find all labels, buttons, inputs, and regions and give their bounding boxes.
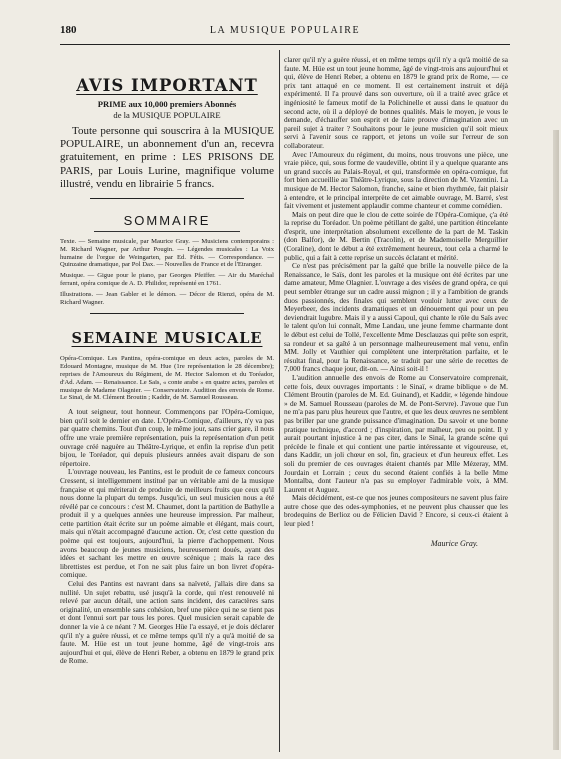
paragraph: Avec l'Amoureux du régiment, du moins, nous trouvons une pièce, une vraie pièce, qui, sous forme de vaudeville, obtint il y a quelque quarante ans un grand succès au Palais-Royal, et qui, transformée en opéra-comique, fut fort bien accueillie au Théâtre-Lyrique, sous la direction de M. Vizentini. La musique de M. Hector Salomon, franche, saine et bien rhythmée, fait plaisir à entendre, et le principal interprète de cet aimable ouvrage, M. Barré, s'est fait vivement et justement applaudir comme chanteur et comme comédien. bbox=[284, 149, 508, 211]
column-divider bbox=[279, 50, 280, 752]
header-rule bbox=[60, 44, 510, 45]
avis-title: AVIS IMPORTANT bbox=[76, 76, 258, 95]
page-edge bbox=[553, 130, 559, 750]
prime-line-2: de la MUSIQUE POPULAIRE bbox=[113, 110, 221, 120]
section-divider-2 bbox=[90, 313, 244, 314]
sommaire-texte: Texte. — Semaine musicale, par Maurice Gray. — Musiciens contemporains : M. Richard Wagner, par Arthur Pougin. — Légendes musicales : La Voix humaine de l'orgue de Weingarten, par Ed. Fétis. — Correspondance. — Quinzaine dramatique, par Pol Dax. — Nouvelles de France et de l'Etranger. bbox=[60, 238, 274, 269]
running-title: LA MUSIQUE POPULAIRE bbox=[209, 25, 361, 36]
prime-line: PRIME aux 10,000 premiers Abonnés bbox=[97, 99, 237, 109]
semaine-title: SEMAINE MUSICALE bbox=[71, 330, 263, 348]
left-column bbox=[60, 56, 274, 666]
left-body bbox=[60, 408, 274, 666]
signature: Maurice Gray. bbox=[430, 538, 478, 548]
semaine-intro: Opéra-Comique. Les Pantins, opéra-comique en deux actes, paroles de M. Edouard Montagne, musique de M. Hue (1re représentation le 28 décembre); reprises de l'Amoureux du Régiment, de M. Hector Salomon et du Toréador, d'Ad. Adam. — Renaissance. Le Saïs, « conte arabe » en quatre actes, paroles et musique de Madame Olagnier. — Conservatoire. Audition des envois de Rome. Le Sinaï, de M. Clément Broutin ; Kaddir, de M. Samuel Rousseau. bbox=[60, 355, 274, 402]
paragraph: clarer qu'il n'y a guère réussi, et en même temps qu'il n'y a qu'à moitié de sa faute. M. Hüe est un tout jeune homme, âgé de vingt-trois ans aujourd'hui et qui, élève de Henri Reber, a obtenu en 1879 le grand prix de Rome, — ce prix tant attaqué en ce moment. Il est certainement instruit et déjà expérimenté. Il l'a prouvé dans son ouverture, où il a traité avec grâce et ingéniosité le fameux motif de la Polichinelle et aussi dans le quatuor du second acte, où il a déployé de bonnes qualités. Mais le moyen, je vous le demande, d'échauffer son esprit et de faire prouve d'imagination avec un pareil sujet à traiter ? Souhaitons pour le jeune musicien qu'il soit mieux servi à l'avenir sous ce rapport, et jetons un voile sur l'erreur de son collaborateur. bbox=[284, 55, 508, 150]
sommaire-musique: Musique. — Gigue pour le piano, par Georges Pfeiffer. — Air du Maréchal ferrant, opéra comique de A. D. Philidor, représenté en 1761. bbox=[60, 272, 274, 287]
sommaire-rule bbox=[94, 231, 240, 232]
page-header bbox=[60, 24, 510, 40]
paragraph: L'audition annuelle des envois de Rome au Conservatoire comprenait, cette fois, deux ouvrages importants : le Sinaï, « drame biblique » de M. Clément Broutin (paroles de M. Ed. Guinand), et Kaddir, « légende hindoue » de M. Samuel Rousseau (paroles de M. de Pont-Servre). J'avoue que l'un ne m'a pas paru plus heureux que l'autre, et que les deux œuvres ne semblent pas briller par une grande puissance d'imagination. Du savoir et une bonne pratique technique, d'accord ; d'inspiration, par malheur, peu ou point. Il y aurait pourtant injustice à ne pas citer, dans le Sinaï, la grande scène qui précède le finale et qui contient une partie intéressante et vigoureuse, et, dans Kaddir, un joli chœur en sol, fin, gracieux et d'un heureux effet. Les soli du premier de ces ouvrages étaient chantés par Mlle Mézeray, MM. Jourdain et Lorrain ; ceux du second étaient confiés à la belle Mme Montalba, dont l'auteur n'a pas su employer l'admirable voix, à MM. Laurent et Auguez. bbox=[284, 372, 508, 494]
section-divider bbox=[90, 198, 244, 199]
paragraph: Mais on peut dire que le clou de cette soirée de l'Opéra-Comique, ç'a été la reprise du Toréador. Un poème pétillant de gaîté, une partition étincelante d'esprit, une interprétation absolument excellente de la part de M. Taskin (don Balfor), de M. Bertin (Tracolin), et de Mademoiselle Merguillier (Coraline), dont le début a été extrêmement heureux, tout cela a charmé le public, qui a fait à cette reprise un succès éclatant et mérité. bbox=[284, 209, 508, 262]
paragraph: A tout seigneur, tout honneur. Commençons par l'Opéra-Comique, bien qu'il soit le dernier en date. L'Opéra-Comique, d'ailleurs, n'y va pas par quatre chemins. Tout d'un coup, le même jour, sans crier gare, il nous offre une vraie première représentation, puis la représentation d'un petit ouvrage créé naguère au Théâtre-Lyrique, et enfin la reprise d'un petit bijou, le Toréador, qui depuis plusieurs années avait disparu de son répertoire. bbox=[60, 407, 274, 468]
paragraph: Ce n'est pas précisément par la gaîté que brille la nouvelle pièce de la Renaissance, le Saïs, dont les paroles et la musique ont été écrites par une dame amateur, Mme Olagnier. L'ouvrage a des visées de grand opéra, ce qui peut sembler étrange sur un cadre aussi mignon ; il y a l'ambition de grands duos passionnés, des finales qui semblent vouloir lutter avec ceux de Meyerbeer, des incidents dramatiques et un dénouement qui pour un peu deviendrait lugubre. Mais il y a aussi Capoul, qui chante le rôle du Saïs avec le talent qu'on lui connaît, Mme Landau, une jeune femme charmante dont le début est celui de Tollé, l'excellente Mme Desclauzas qui prête son esprit, sa rondeur et sa gaîté à un personnage malheureusement mal venu, enfin MM. Jolly et Vauthier qui complètent une interprétation parfaite, et le résultat final, pour la Renaissance, se traduit par une série de recettes de 7,000 francs chaque jour, dit-on. — Ainsi soit-il ! bbox=[284, 261, 508, 374]
paragraph: Mais décidément, est-ce que nos jeunes compositeurs ne savent plus faire autre chose que des odes-symphonies, et ne peuvent plus chausser que les brodequins de Berlioz ou de Félicien David ? Encore, si ceux-ci étaient à leur pied ! bbox=[284, 493, 508, 529]
avis-text: Toute personne qui souscrira à la MUSIQUE POPULAIRE, un abonnement d'un an, recevra gratuitement, en prime : LES PRISONS DE PARIS, par Louis Lurine, magnifique volume illustré, vendu en librairie 5 francs. bbox=[60, 125, 274, 190]
sommaire-illustrations: Illustrations. — Jean Gabler et le démon. — Décor de Rienzi, opéra de M. Richard Wagner. bbox=[60, 290, 274, 306]
paragraph: L'ouvrage nouveau, les Pantins, est le produit de ce fameux concours Cressent, si intelligemment institué par un véritable ami de la musique française et qui mériterait de produire de meilleurs fruits que ceux qu'il nous donne la plupart du temps. Jusqu'ici, un seul musicien nous a été révélé par ce concours : c'est M. Chaumet, dont la partition de Bathylle a produit il y a quelques années une heureuse impression. Par malheur, cette partition était écrite sur un poème aimable et élégant, mais court, mais qui n'était accompagné d'aucune action. Or, c'est cette question du poème qui est toujours, aujourd'hui, la pierre d'achoppement. Nous avons beaucoup de jeunes musiciens, heureusement doués, ayant des idées et sachant les mettre en œuvre scénique ; mais la race des librettistes est perdue, et l'on ne sait plus faire un bon livret d'opéra-comique. bbox=[60, 467, 274, 580]
paragraph: Celui des Pantins est navrant dans sa naïveté, j'allais dire dans sa nullité. Un sujet rebattu, usé jusqu'à la corde, qui n'est renouvelé ni relevé par aucun détail, une action sans incident, des caractères sans originalité, un ensemble sans cohésion, bref une pièce qui ne se tient pas et dont l'ennui sort par tous les pores. Quel musicien serait capable de donner la vie à ce néant ? M. Georges Hüe l'a essayé, et je dois déclarer qu'il n'y a guère réussi, et ce même temps qu'il n'y a qu'à moitié de sa faute. M. Hüe est un tout jeune homme, âgé de vingt-trois ans aujourd'hui et qui, élève de Henri Reber, a obtenu en 1879 le grand prix de Rome. bbox=[60, 579, 274, 666]
right-column bbox=[284, 56, 508, 548]
right-body bbox=[284, 56, 508, 529]
page-number: 180 bbox=[60, 24, 77, 36]
sommaire-title: SOMMAIRE bbox=[123, 213, 211, 229]
